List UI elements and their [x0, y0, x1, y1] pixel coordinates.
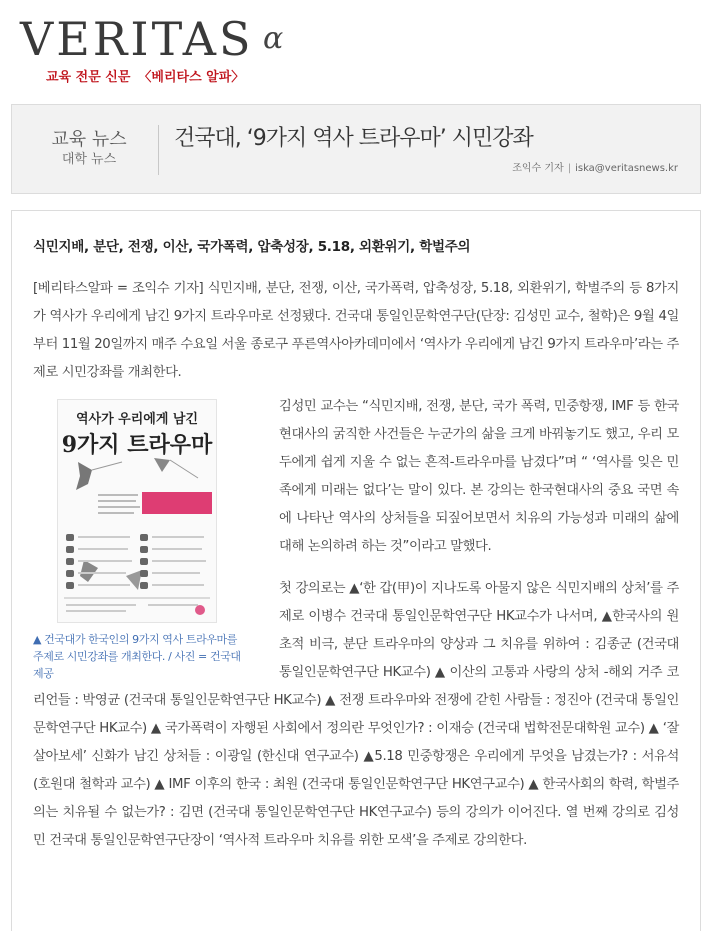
article-headline: 건국대, ‘9가지 역사 트라우마’ 시민강좌 [174, 126, 533, 151]
article-figure [33, 393, 241, 682]
article-subhead: 식민지배, 분단, 전쟁, 이산, 국가폭력, 압축성장, 5.18, 외환위기, 학벌주의 [33, 239, 471, 255]
paragraph-2: 김성민 교수는 “식민지배, 전쟁, 분단, 국가 폭력, 민중항쟁, IMF 등 한국현대사의 굵직한 사건들은 누군가의 삶을 크게 바꿔놓기도 했고, 우리 모두에게 쉽게 지울 수 없는 흔적-트라우마를 남겼다”며 “ ‘역사를 잊은 민족에게 미래는 없다’는 말이 있다. 본 강의는 한국현대사의 중요 국면 속에 나타난 역사의 상처들을 되짚어보면서 치유의 가능성과 미래의 삶에 대해 논의하려 하는 것”이라고 말했다. [279, 399, 679, 554]
section-label [34, 129, 144, 169]
section-sub[interactable]: 대학 뉴스 [61, 152, 117, 167]
tagline [46, 66, 244, 85]
poster-title-line1: 역사가 우리에게 남긴 [75, 412, 199, 427]
tagline-text: 교육 전문 신문 [46, 70, 131, 85]
byline [512, 159, 678, 174]
section-main[interactable]: 교육 뉴스 [51, 129, 127, 150]
logo-alpha: α [263, 21, 287, 56]
figure-caption: ▲ 건국대가 한국인의 9가지 역사 트라우마를 주제로 시민강좌를 개최한다. / 사진 = 건국대 제공 [33, 633, 241, 680]
byline-separator: | [567, 163, 572, 174]
article-continued [33, 393, 679, 855]
poster-title-line2: 9가지 트라우마 [61, 432, 213, 458]
article-body [11, 210, 701, 931]
veritas-logo[interactable] [20, 12, 287, 66]
title-divider [158, 125, 159, 175]
masthead [0, 0, 714, 98]
logo-text: VERITAS [20, 12, 254, 66]
poster-image[interactable] [57, 399, 217, 623]
reporter-name: 조익수 기자 [512, 163, 564, 174]
paragraph-1: [베리타스알파 = 조익수 기자] 식민지배, 분단, 전쟁, 이산, 국가폭력, 압축성장, 5.18, 외환위기, 학벌주의 등 8가지가 역사가 우리에게 남긴 9가지 트라우마로 선정됐다. 건국대 통일인문학연구단(단장: 김성민 교수, 철학)은 9월 4일부터 11월 20일까지 매주 수요일 서울 종로구 푸른역사아카데미에서 ‘역사가 우리에게 남긴 9가지 트라우마’라는 주제로 시민강좌를 개최한다. [33, 281, 679, 380]
tagline-suffix: 〈베리타스 알파〉 [138, 70, 245, 85]
paragraph-3: 첫 강의로는 ▲‘한 갑(甲)이 지나도록 아물지 않은 식민지배의 상처’를 주제로 이병수 건국대 통일인문학연구단 HK교수가 나서며, ▲한국사의 원초적 비극, 분단 트라우마의 양상과 그 치유를 위하여 : 김종군 (건국대 통일인문학연구단 HK교수) ▲ 이산의 고통과 사랑의 상처 -해외 거주 코리언들 : 박영균 (건국대 통일인문학연구단 HK교수) ▲ 전쟁 트라우마와 전쟁에 갇힌 사람들 : 정진아 (건국대 통일인문학연구단 HK교수) ▲ 국가폭력이 자행된 사회에서 정의란 무엇인가? : 이재승 (건국대 법학전문대학원 교수) ▲ ‘잘살아보세’ 신화가 남긴 상처들 : 이광일 (한신대 연구교수) ▲5.18 민중항쟁은 우리에게 무엇을 남겼는가? : 서유석 (호원대 철학과 교수) ▲ IMF 이후의 한국 : 최원 (건국대 통일인문학연구단 HK연구교수) ▲ 한국사회의 학력, 학벌주의는 치유될 수 없는가? : 김면 (건국대 통일인문학연구단 HK연구교수) 등의 강의가 이어진다. 열 번째 강의로 김성민 건국대 통일인문학연구단장이 ‘역사적 트라우마 치유를 위한 모색’을 주제로 강의한다. [33, 581, 679, 848]
reporter-email[interactable]: iska@veritasnews.kr [575, 163, 678, 174]
article-title-box [11, 104, 701, 194]
